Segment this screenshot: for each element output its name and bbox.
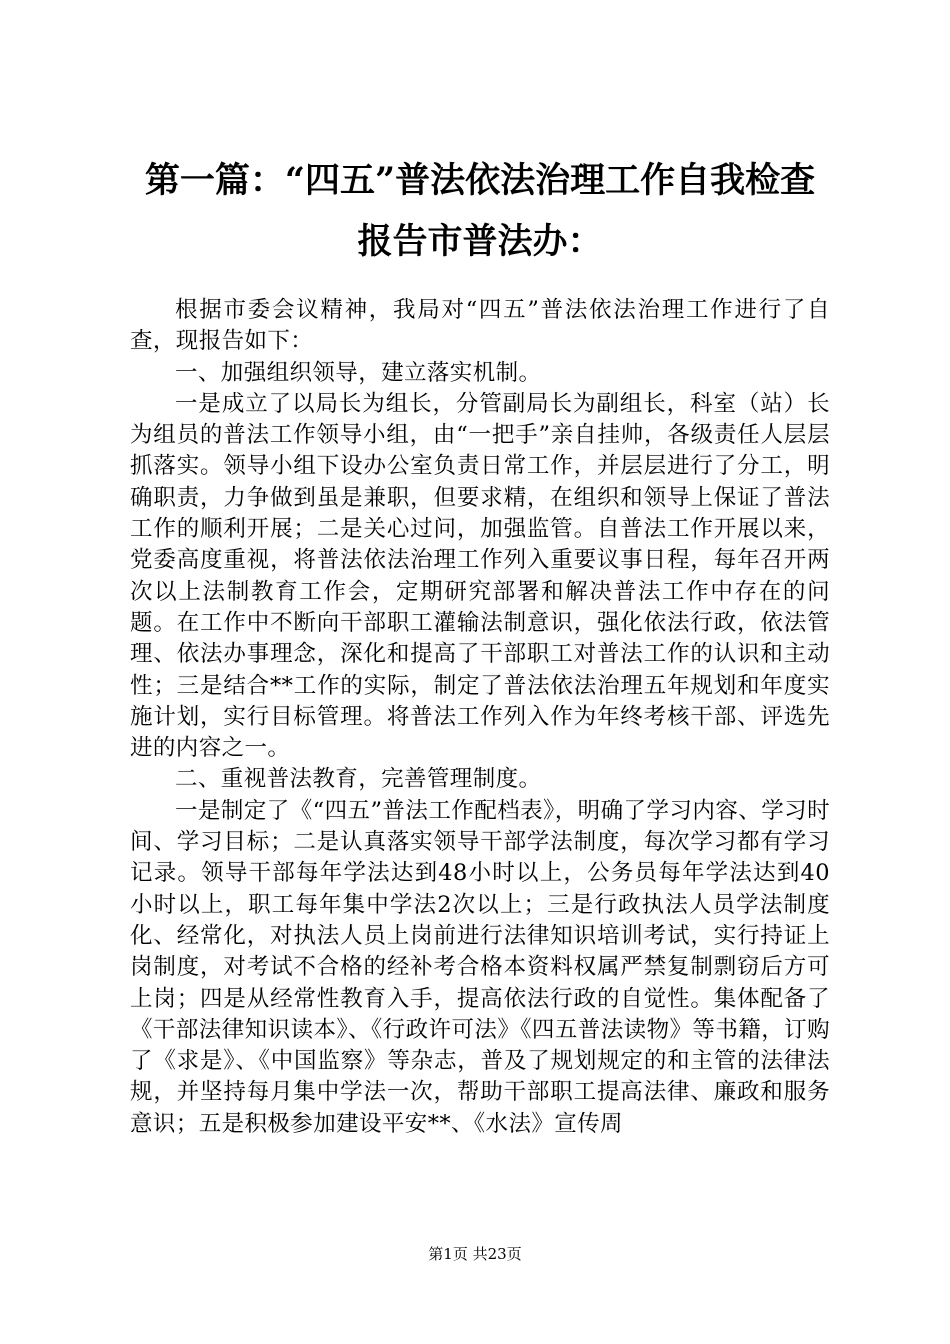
paragraph-intro: 根据市委会议精神，我局对“四五”普法依法治理工作进行了自查，现报告如下： [130, 297, 830, 355]
document-title-line-1: 第一篇：“四五”普法依法治理工作自我检查 [144, 160, 816, 201]
document-body [130, 295, 830, 1140]
section-heading-2: 二、重视普法教育，完善管理制度。 [175, 766, 542, 793]
document-title-line-2: 报告市普法办： [357, 221, 603, 262]
section-heading-1: 一、加强组织领导，建立落实机制。 [175, 359, 542, 386]
paragraph-section-1: 一是成立了以局长为组长，分管副局长为副组长，科室（站）长为组员的普法工作领导小组，由“一把手”亲自挂帅，各级责任人层层抓落实。领导小组下设办公室负责日常工作，并层层进行了分工，明确职责，力争做到虽是兼职，但要求精，在组织和领导上保证了普法工作的顺利开展；二是关心过问，加强监管。自普法工作开展以来，党委高度重视，将普法依法治理工作列入重要议事日程，每年召开两次以上法制教育工作会，定期研究部署和解决普法工作中存在的问题。在工作中不断向干部职工灌输法制意识，强化依法行政，依法管理、依法办事理念，深化和提高了干部职工对普法工作的认识和主动性；三是结合**工作的实际，制定了普法依法治理五年规划和年度实施计划，实行目标管理。将普法工作列入作为年终考核干部、评选先进的内容之一。 [130, 390, 830, 762]
paragraph-section-2: 一是制定了《“四五”普法工作配档表》，明确了学习内容、学习时间、学习目标；二是认真落实领导干部学法制度，每次学习都有学习记录。领导干部每年学法达到48小时以上，公务员每年学法达到40小时以上，职工每年集中学法2次以上；三是行政执法人员学法制度化、经常化，对执法人员上岗前进行法律知识培训考试，实行持证上岗制度，对考试不合格的经补考合格本资料权属严禁复制剽窃后方可上岗；四是从经常性教育入手，提高依法行政的自觉性。集体配备了《干部法律知识读本》、《行政许可法》《四五普法读物》等书籍，订购了《求是》、《中国监察》等杂志，普及了规划规定的和主管的法律法规，并坚持每月集中学法一次，帮助干部职工提高法律、廉政和服务意识；五是积极参加建设平安**、《水法》宣传周 [130, 797, 830, 1137]
page-number-footer: 第1页 共23页 [428, 1245, 522, 1263]
